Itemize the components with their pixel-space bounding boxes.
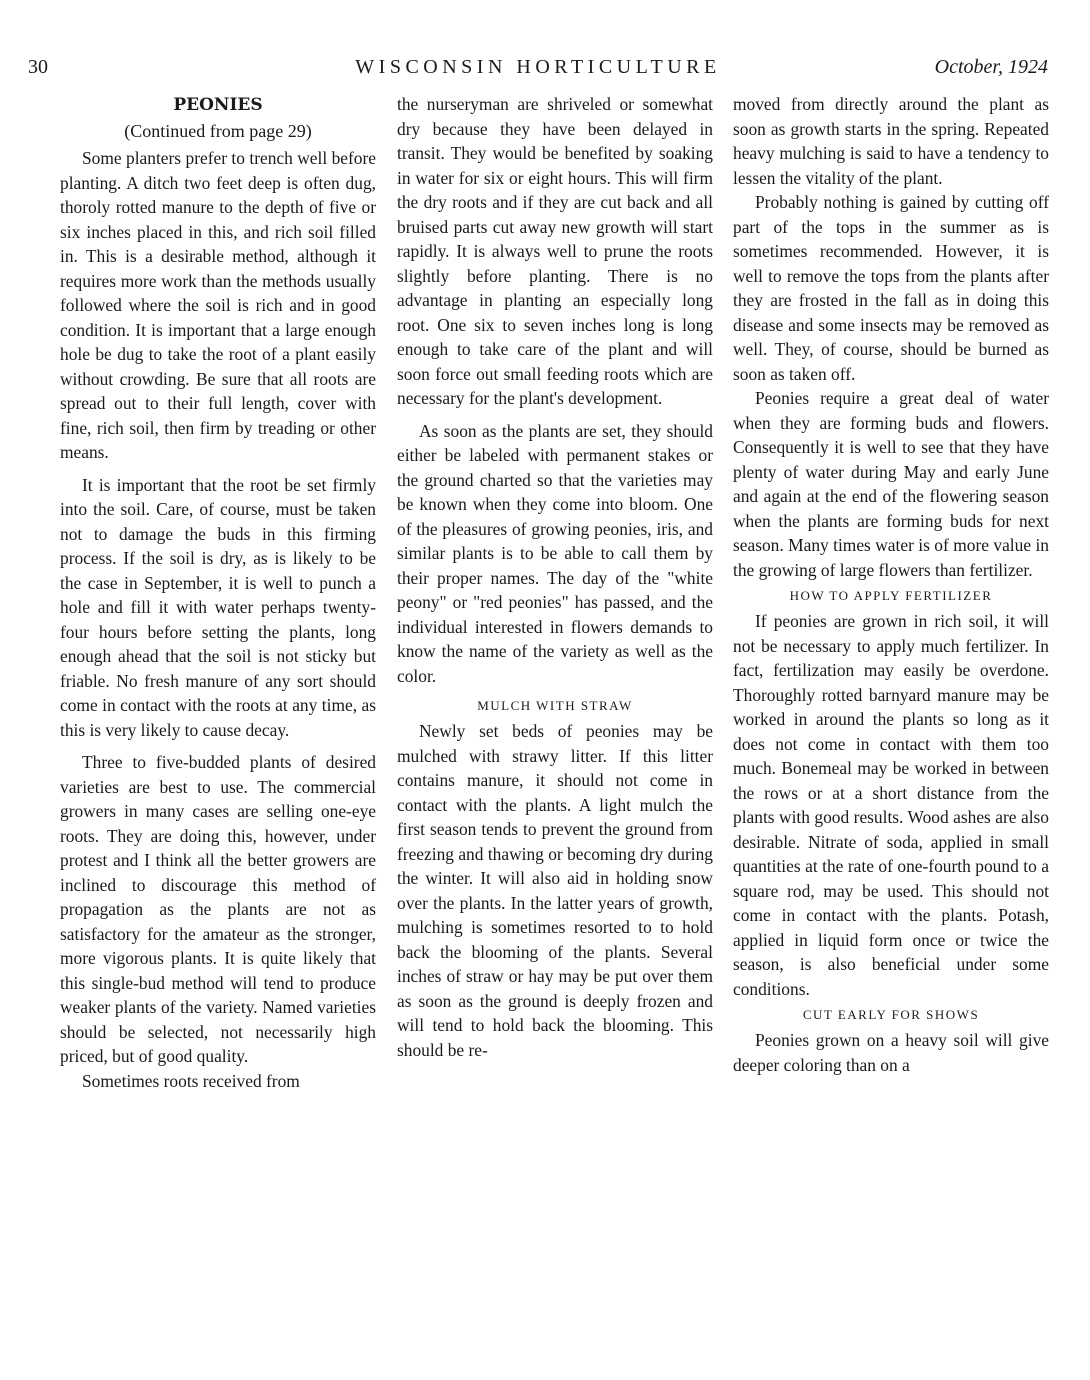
paragraph: moved from directly around the plant as soon as growth starts in the spring. Repeated heavy mulching is said to have a tendency to lessen the vitality of the plant.	[733, 94, 1049, 188]
paragraph: Some planters prefer to trench well before planting. A ditch two feet deep is often dug, thoroly rotted manure to the depth of five or six inches placed in this, and rich soil filled in. This is a desirable method, although it requires more work than the methods usually followed where the soil is rich and in good condition. It is important that a large enough hole be dug to take the root of a plant easily without crowding. Be sure that all roots are spread out to their full length, cover with fine, rich soil, then firm by treading or other means.	[60, 148, 376, 462]
issue-date: October, 1924	[934, 56, 1048, 78]
paragraph: the nurseryman are shriveled or somewhat dry because they have been delayed in transit. They would be benefited by soaking in water for six or eight hours. This will firm the dry roots and if they are cut back and all bruised parts cut away new growth will start rapidly. It is always well to prune the roots slightly before planting. There is no advantage in planting an especially long root. One six to seven inches long is long enough to take care of the plant and will soon force out small feeding roots which are necessary for the plant's development.	[397, 94, 713, 408]
page-number: 30	[28, 56, 48, 78]
paragraph: If peonies are grown in rich soil, it will not be necessary to apply much fertilizer. In fact, fertilization may easily be overdone. Thoroughly rotted barnyard manure may be worked in around the plants so long as it does not come in contact with them too much. Bonemeal may be worked in between the rows or at a short distance from the plants with good results. Wood ashes are also desirable. Nitrate of soda, applied in small quantities at the rate of one-fourth pound to a square rod, may be used. This should not come in contact with the plants. Potash, applied in liquid form once or twice the season, is also beneficial under some conditions.	[733, 611, 1049, 999]
section-heading: MULCH WITH STRAW	[477, 698, 633, 713]
continued-note: (Continued from page 29)	[124, 121, 312, 141]
paragraph: Newly set beds of peonies may be mulched with strawy litter. If this litter contains manure, it should not come in contact with the plants. A light mulch the first season tends to prevent the ground from freezing and thawing or becoming dry during the winter. It will also aid in holding snow over the plants. In the latter years of growth, mulching is sometimes resorted to to hold back the blooming of the plants. Several inches of straw or hay may be put over them as soon as the ground is deeply frozen and will tend to hold back the blooming. This should be re-	[397, 721, 713, 1060]
paragraph: Sometimes roots received from	[82, 1070, 300, 1091]
column-1	[60, 92, 376, 1093]
column-3	[733, 92, 1049, 1077]
journal-title: WISCONSIN HORTICULTURE	[355, 56, 721, 78]
article-title: PEONIES	[173, 95, 263, 115]
paragraph: Three to five-budded plants of desired varieties are best to use. The commercial growers in many cases are selling one-eye roots. They are doing this, however, under protest and I think all the better growers are inclined to discourage this method of propagation as the plants are not as satisfactory for the amateur as the stronger, more vigorous plants. It is quite likely that this single-bud method will tend to produce weaker plants of the variety. Named varieties should be selected, not necessarily high priced, but of good quality.	[60, 752, 376, 1066]
paragraph: It is important that the root be set firmly into the soil. Care, of course, must be taken not to damage the buds in this firming process. If the soil is dry, as is likely to be the case in September, it is well to punch a hole and fill it with water perhaps twenty-four hours before setting the plants, long enough ahead that the soil is not sticky but friable. No fresh manure of any sort should come in contact with the roots at any time, as this is very likely to cause decay.	[60, 474, 376, 740]
page-header	[28, 52, 1048, 82]
section-heading: HOW TO APPLY FERTILIZER	[789, 588, 993, 603]
paragraph: Peonies require a great deal of water when they are forming buds and flowers. Consequently it is well to see that they have plenty of water during May and early June and again at the end of the flowering season when the plants are forming buds for next season. Many times water is of more value in the growing of large flowers than fertilizer.	[733, 388, 1049, 580]
paragraph: Peonies grown on a heavy soil will give deeper coloring than on a	[733, 1030, 1049, 1075]
paragraph: Probably nothing is gained by cutting off part of the tops in the summer as is sometimes recommended. However, it is well to remove the tops from the plants after they are frosted in the fall as in doing this disease and some insects may be removed as well. They, of course, should be burned as soon as taken off.	[733, 192, 1049, 384]
paragraph: As soon as the plants are set, they should either be labeled with permanent stakes or the ground charted so that the varieties may be known when they come into bloom. One of the pleasures of growing peonies, iris, and similar plants is to be able to call them by their proper names. The day of the "white peony" or "red peonies" has passed, and the individual interested in flowers demands to know the name of the variety as well as the color.	[397, 420, 713, 686]
section-heading: CUT EARLY FOR SHOWS	[802, 1007, 980, 1022]
column-2	[397, 92, 713, 1062]
